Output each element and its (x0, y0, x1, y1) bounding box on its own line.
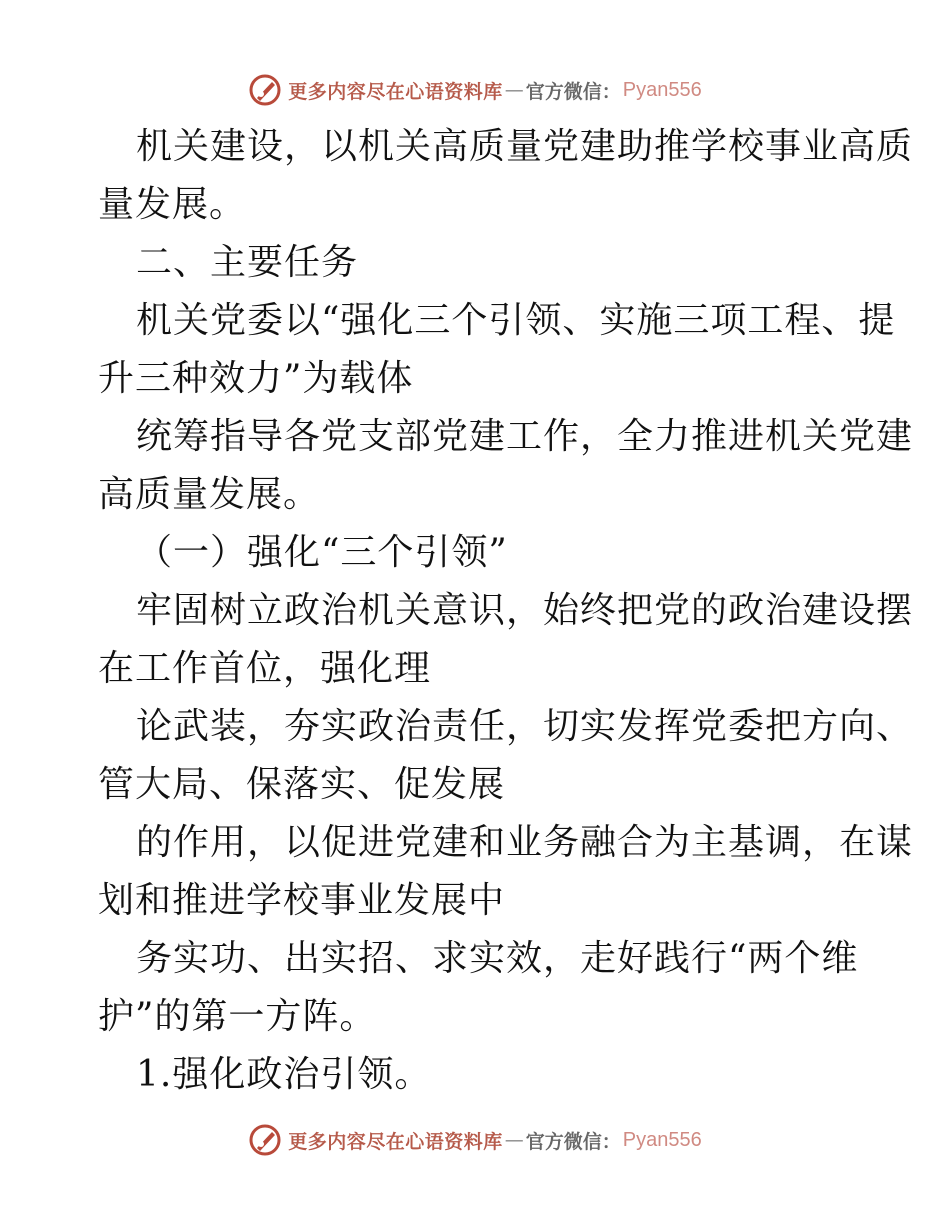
text-line: 务实功、出实招、求实效，走好践行“两个维 (136, 938, 859, 979)
document-body (98, 118, 914, 1104)
text-line: 1.强化政治引领。 (136, 1054, 432, 1095)
text-line: （一）强化“三个引领” (136, 532, 508, 573)
pen-logo-icon (248, 1123, 282, 1157)
text-line: 机关建设，以机关高质量党建助推学校事业高质 (136, 126, 914, 167)
text-line: 量发展。 (98, 184, 247, 225)
watermark-official-label: 官方微信： (525, 1130, 621, 1153)
footer-watermark (0, 1120, 950, 1160)
text-line: 二、主要任务 (136, 242, 359, 283)
watermark-text: 更多内容尽在心语资料库 (288, 1130, 503, 1153)
header-watermark (0, 70, 950, 110)
text-line: 机关党委以“强化三个引领、实施三项工程、提 (136, 300, 896, 341)
text-line: 护”的第一方阵。 (98, 996, 377, 1037)
watermark-dash: — (504, 1129, 524, 1151)
text-line: 划和推进学校事业发展中 (98, 880, 506, 921)
text-line: 统筹指导各党支部党建工作，全力推进机关党建 (136, 416, 914, 457)
watermark-wechat-id: Pyan556 (622, 1128, 702, 1151)
watermark-text: 更多内容尽在心语资料库 (288, 80, 503, 103)
pen-logo-icon (248, 73, 282, 107)
watermark-dash: — (504, 79, 524, 101)
text-line: 在工作首位，强化理 (98, 648, 432, 689)
text-line: 管大局、保落实、促发展 (98, 764, 506, 805)
text-line: 的作用，以促进党建和业务融合为主基调，在谋 (136, 822, 914, 863)
watermark-wechat-id: Pyan556 (622, 78, 702, 101)
text-line: 牢固树立政治机关意识，始终把党的政治建设摆 (136, 590, 914, 631)
text-line: 升三种效力”为载体 (98, 358, 414, 399)
watermark-official-label: 官方微信： (525, 80, 621, 103)
text-line: 论武装，夯实政治责任，切实发挥党委把方向、 (136, 706, 914, 747)
text-line: 高质量发展。 (98, 474, 321, 515)
